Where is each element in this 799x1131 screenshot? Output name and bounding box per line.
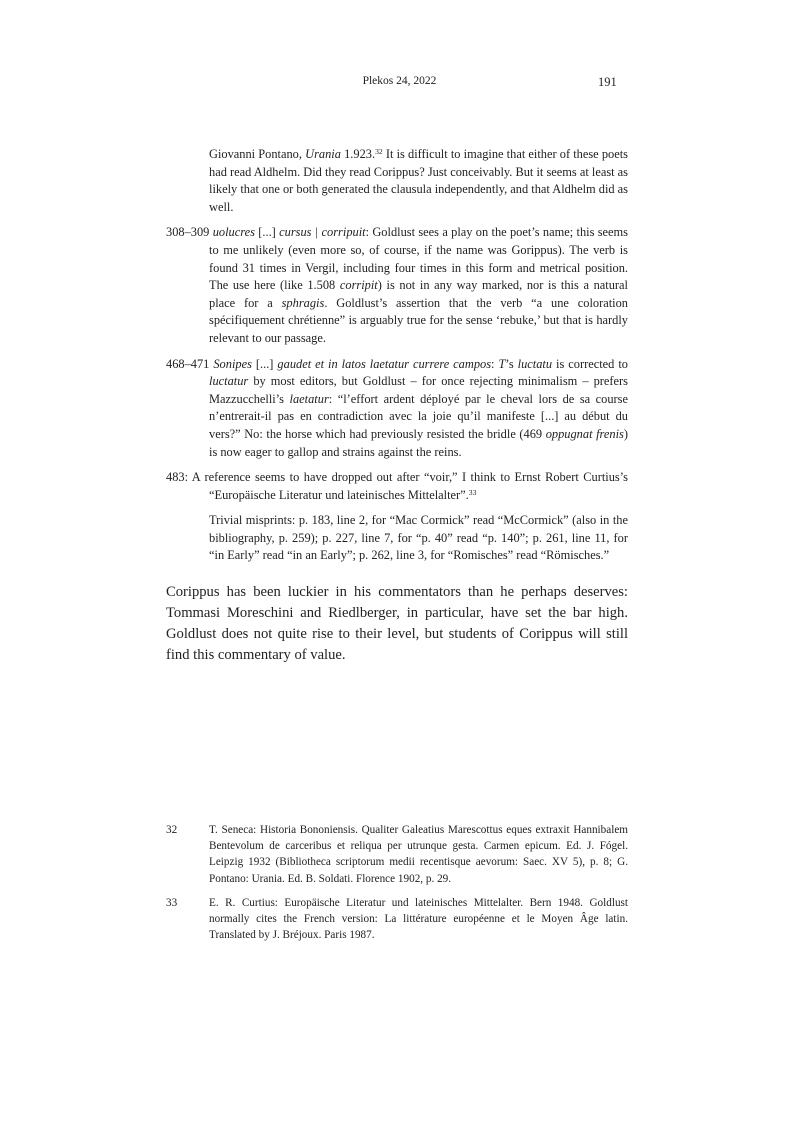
footnote-text: T. Seneca: Historia Bononiensis. Qualiter Galeatius Marescottus eques extraxit Hannibalem Bentevolum de carceribus et reliqua per utrunque gesta. Carmen epicum. Ed. J. Fógel. Leipzig 1932 (Bibliotheca scriptorum medii recentisque aevorum: Saec. XV 5), p. 8; G. Pontano: Urania. Ed. B. Soldati. Florence 1902, p. 29. (209, 824, 628, 885)
text-segment: 483: A reference seems to have dropped out after “voir,” I think to Ernst Robert Curtius’s “Europäische Literatur und lateinisches Mittelalter”. (166, 470, 628, 502)
italic-text: cursus | corripuit (279, 225, 366, 240)
text-segment: : “l’effort ardent déployé par le cheval lors de sa course n’entrerait-il pas en contradiction avec la joie qu’il manifeste [...] au début du vers?” No: the horse which had previously resisted the bridle (469 (209, 391, 628, 441)
note-308-309 (166, 224, 628, 347)
italic-text: sphragis (281, 295, 325, 310)
italic-text: uolucres (212, 225, 255, 240)
text-segment: 1.923. (340, 147, 376, 161)
text-segment: It is difficult to imagine that either of these poets had read Aldhelm. Did they read Corippus? Just conceivably. But it seems at least as likely that one or both generated the clausula independently, and that Aldhelm did as well. (209, 147, 628, 214)
text-segment: . Goldlust’s assertion that the verb “a une coloration spécifiquement chrétienne” is arguably true for the sense ‘rebuke,’ but that is hardly relevant to our passage. (209, 295, 628, 345)
footnotes (166, 822, 628, 951)
text-segment: [...] (251, 356, 278, 371)
text-segment: ) is now eager to gallop and strains against the reins. (209, 426, 629, 459)
italic-text: luctatu (517, 356, 553, 371)
italic-text: laetatur (289, 391, 329, 406)
italic-text: gaudet et in latos laetatur currere campos (277, 356, 492, 371)
journal-title: Plekos 24, 2022 (362, 75, 437, 87)
text-segment: : Goldlust sees a play on the poet’s name; this seems to me unlikely (even more so, of course, if the name was Gorippus). The verb is found 31 times in Vergil, including four times in this form and metrical position. The use here (like 1.508 (209, 225, 629, 293)
pontano-continuation (166, 146, 628, 216)
footnote-ref[interactable]: 33 (468, 487, 477, 497)
italic-text: corripit (339, 278, 378, 293)
text-segment: 308–309 (166, 225, 213, 240)
italic-text: luctatur (209, 374, 249, 389)
italic-text: Urania (305, 147, 341, 161)
text-segment: Trivial misprints: p. 183, line 2, for “Mac Cormick” read “McCormick” (also in the bibliography, p. 259); p. 227, line 7, for “p. 40” read “p. 140”; p. 261, line 11, for “in Early” read “in an Early”; p. 262, line 3, for “Romisches” read “Römisches.” (209, 513, 628, 563)
text-segment: ’s (505, 356, 518, 371)
text-segment: by most editors, but Goldlust – for once rejecting minimalism – prefers Mazzucchelli’s (209, 374, 628, 406)
footnote-ref[interactable]: 32 (375, 146, 383, 156)
text-segment: [...] (254, 225, 280, 240)
text-segment: 468–471 (166, 356, 214, 371)
note-483 (166, 469, 628, 504)
italic-text: oppugnat frenis (545, 426, 624, 441)
footnote-32 (166, 822, 628, 887)
italic-text: T (498, 356, 506, 371)
italic-text: Sonipes (213, 356, 252, 371)
page-number: 191 (598, 75, 617, 89)
footnote-text: E. R. Curtius: Europäische Literatur und lateinisches Mittelalter. Bern 1948. Goldlust normally cites the French version: La littérature européenne et le Moyen Âge latin. Translated by J. Bréjoux. Paris 1987. (209, 896, 628, 942)
text-segment: is corrected to (552, 356, 628, 371)
concluding-paragraph: Corippus has been luckier in his commentators than he perhaps deserves: Tommasi Moreschini and Riedlberger, in particular, have set the bar high. Goldlust does not quite rise to their level, but students of Corippus will still find this commentary of value. (166, 584, 628, 663)
text-segment: : (491, 356, 499, 371)
footnote-number: 32 (166, 824, 178, 836)
text-segment: ) is not in any way marked, nor is this a natural place for a (209, 278, 628, 310)
trivial-misprints (166, 512, 628, 565)
footnote-33 (166, 895, 628, 944)
note-468-471 (166, 356, 628, 462)
commentary-notes (166, 146, 628, 573)
footnote-number: 33 (166, 896, 178, 909)
text-segment: Giovanni Pontano, (209, 147, 306, 161)
